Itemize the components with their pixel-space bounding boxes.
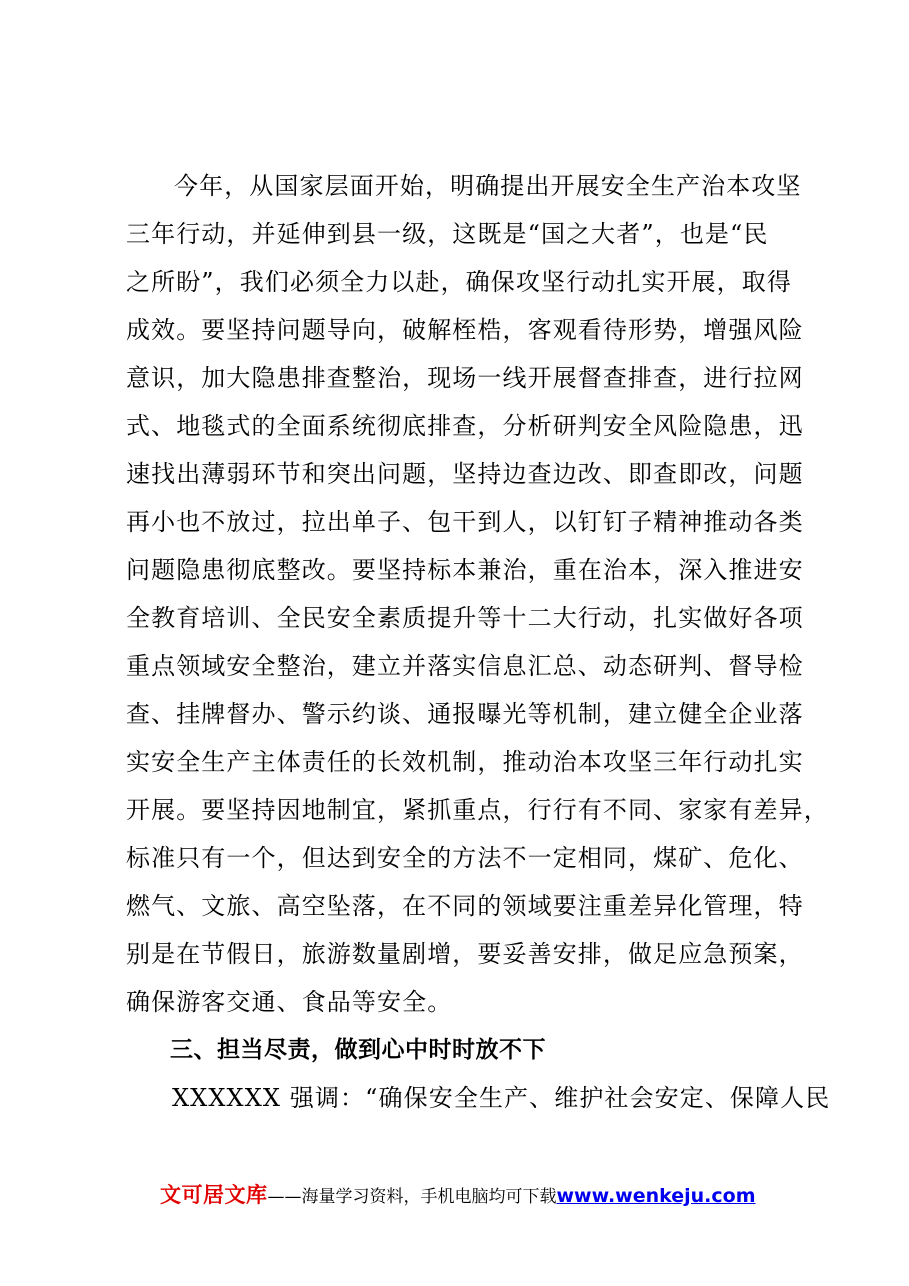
footer-tagline: ——海量学习资料，手机电脑均可下载 <box>267 1187 557 1207</box>
footer-url-link[interactable]: www.wenkeju.com <box>556 1185 756 1207</box>
paragraph-line: 别是在节假日，旅游数量剧增，要妥善安排，做足应急预案， <box>126 940 804 968</box>
paragraph-line: 之所盼”，我们必须全力以赴，确保攻坚行动扎实开展，取得 <box>126 268 792 296</box>
paragraph-line: 查、挂牌督办、警示约谈、通报曝光等机制，建立健全企业落 <box>126 700 804 728</box>
paragraph-line: 重点领域安全整治，建立并落实信息汇总、动态研判、督导检 <box>126 652 804 680</box>
paragraph-line: 意识，加大隐患排查整治，现场一线开展督查排查，进行拉网 <box>126 364 804 392</box>
paragraph-line: 问题隐患彻底整改。要坚持标本兼治，重在治本，深入推进安 <box>126 556 804 584</box>
section-heading: 三、担当尽责，做到心中时时放不下 <box>170 1037 546 1063</box>
paragraph-line: 再小也不放过，拉出单子、包干到人，以钉钉子精神推动各类 <box>126 508 804 536</box>
paragraph-line: 实安全生产主体责任的长效机制，推动治本攻坚三年行动扎实 <box>126 748 804 776</box>
paragraph-line: 今年，从国家层面开始，明确提出开展安全生产治本攻坚 <box>174 172 802 200</box>
footer-banner <box>160 1178 800 1212</box>
paragraph-line: 标准只有一个，但达到安全的方法不一定相同，煤矿、危化、 <box>126 844 804 872</box>
paragraph-line: 速找出薄弱环节和突出问题，坚持边查边改、即查即改，问题 <box>126 460 804 488</box>
paragraph-line: 确保游客交通、食品等安全。 <box>126 988 453 1016</box>
paragraph-line: 开展。要坚持因地制宜，紧抓重点，行行有不同、家家有差异， <box>126 796 829 824</box>
footer-brand: 文可居文库 <box>160 1183 268 1207</box>
paragraph-line: 成效。要坚持问题导向，破解桎梏，客观看待形势，增强风险 <box>126 316 804 344</box>
paragraph-line: 三年行动，并延伸到县一级，这既是“国之大者”，也是“民 <box>126 220 769 248</box>
paragraph-line: 燃气、文旅、高空坠落，在不同的领域要注重差异化管理，特 <box>126 892 804 920</box>
paragraph-line: 全教育培训、全民安全素质提升等十二大行动，扎实做好各项 <box>126 604 804 632</box>
paragraph-line: XXXXXX 强调：“确保安全生产、维护社会安定、保障人民 <box>172 1084 831 1112</box>
paragraph-line: 式、地毯式的全面系统彻底排查，分析研判安全风险隐患，迅 <box>126 412 804 440</box>
